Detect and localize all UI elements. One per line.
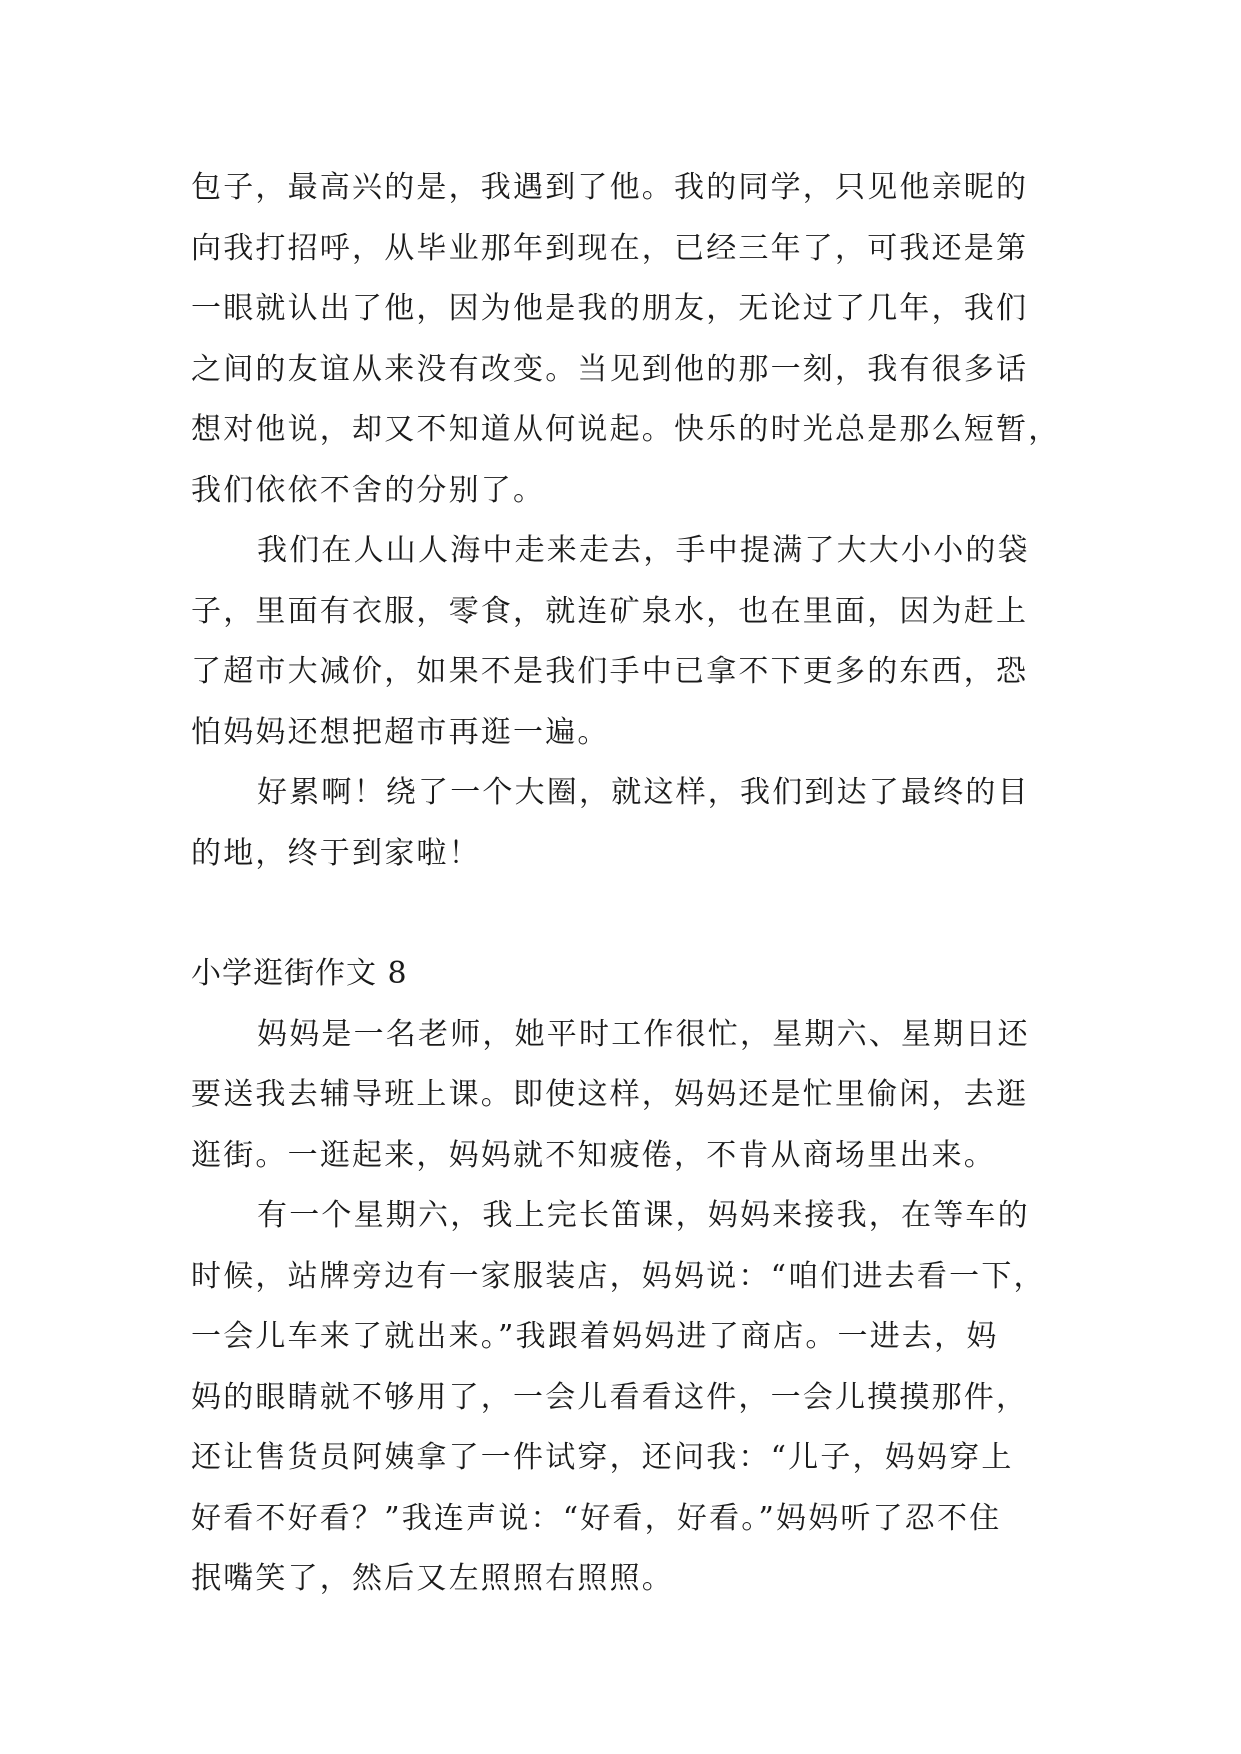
paragraph-shopping: [191, 521, 1049, 763]
text-line: 我们依依不舍的分别了。: [191, 472, 546, 508]
text-line: 我们在人山人海中走来走去，手中提满了大大小小的袋: [257, 533, 1030, 568]
text-line: 抿嘴笑了，然后又左照照右照照。: [191, 1561, 674, 1596]
text-line: 妈妈是一名老师，她平时工作很忙，星期六、星期日还: [257, 1016, 1030, 1052]
paragraph-arrive-home: [191, 763, 1049, 884]
text-line: 的地，终于到家啦！: [191, 835, 481, 871]
document-body: [191, 158, 1061, 1610]
text-line: 好累啊！绕了一个大圈，就这样，我们到达了最终的目: [257, 775, 1030, 810]
text-line: 要送我去辅导班上课。即使这样，妈妈还是忙里偷闲，去逛: [191, 1077, 1029, 1112]
text-line: 怕妈妈还想把超市再逛一遍。: [191, 714, 610, 750]
section-title: 小学逛街作文 8: [191, 956, 408, 991]
text-line: 了超市大减价，如果不是我们手中已拿不下更多的东西，恐: [191, 654, 1029, 689]
text-line: 逛街。一逛起来，妈妈就不知疲倦，不肯从商场里出来。: [191, 1137, 996, 1173]
text-line: 之间的友谊从来没有改变。当见到他的那一刻，我有很多话: [191, 351, 1029, 387]
text-line: 还让售货员阿姨拿了一件试穿，还问我：“儿子，妈妈穿上: [191, 1440, 1014, 1475]
text-line: 向我打招呼，从毕业那年到现在，已经三年了，可我还是第: [191, 230, 1029, 266]
text-line: 一会儿车来了就出来。”我跟着妈妈进了商店。一进去，妈: [191, 1319, 999, 1354]
paragraph-clothing-store: [191, 1186, 1049, 1610]
text-line: 妈的眼睛就不够用了，一会儿看看这件，一会儿摸摸那件，: [191, 1379, 1029, 1415]
text-line: 有一个星期六，我上完长笛课，妈妈来接我，在等车的: [257, 1198, 1030, 1233]
text-line: 子，里面有衣服，零食，就连矿泉水，也在里面，因为赶上: [191, 593, 1029, 629]
paragraph-continued: [191, 158, 1061, 521]
paragraph-mother-teacher: [191, 1005, 1049, 1187]
text-line: 包子，最高兴的是，我遇到了他。我的同学，只见他亲昵的: [191, 170, 1029, 205]
text-line: 好看不好看？”我连声说：“好看，好看。”妈妈听了忍不住: [191, 1500, 1002, 1536]
text-line: 想对他说，却又不知道从何说起。快乐的时光总是那么短暂，: [191, 412, 1061, 447]
text-line: 时候，站牌旁边有一家服装店，妈妈说：“咱们进去看一下，: [191, 1258, 1046, 1294]
text-line: 一眼就认出了他，因为他是我的朋友，无论过了几年，我们: [191, 291, 1029, 326]
